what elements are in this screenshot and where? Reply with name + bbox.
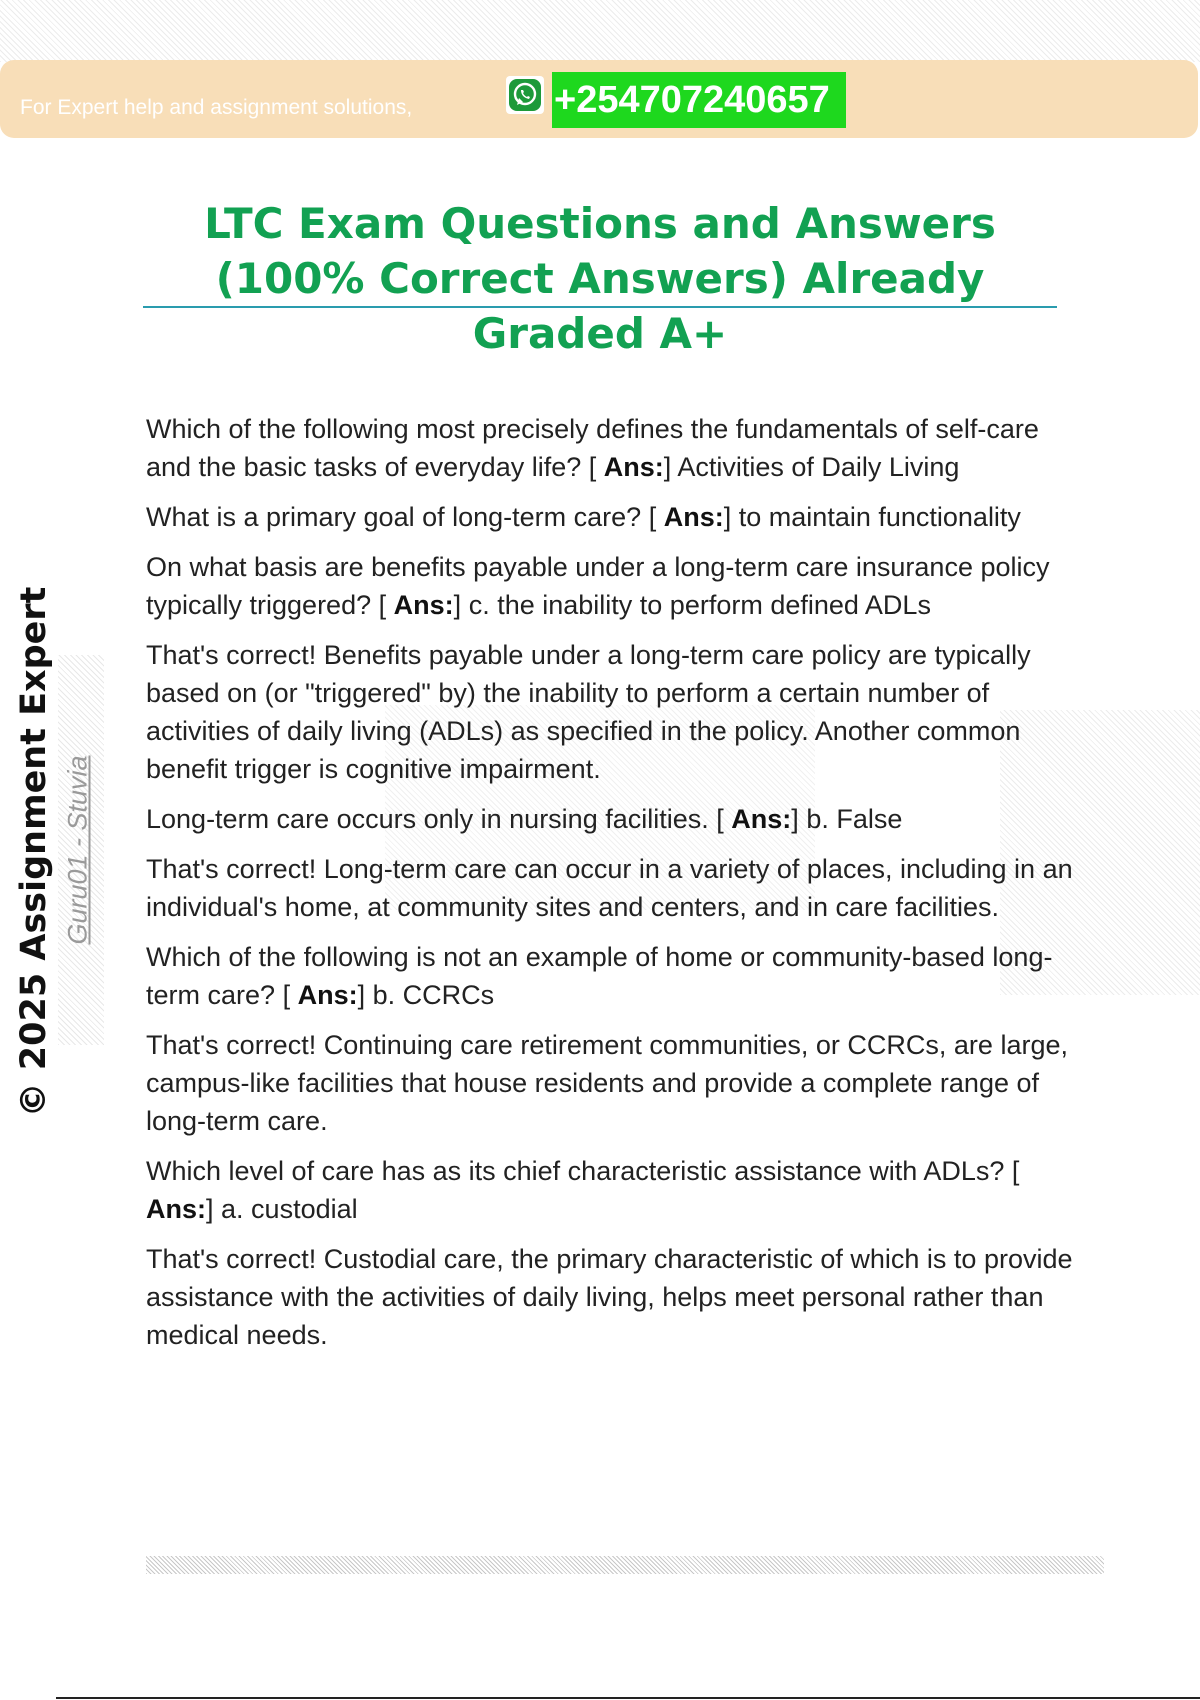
qa-item: [146, 800, 1076, 838]
question-text: Which of the following is not an example of home or community-based long-term care?: [146, 942, 1053, 1010]
answer-text: a. custodial: [221, 1194, 358, 1224]
copyright-text: © 2025 Assignment Expert: [14, 586, 54, 1118]
footer-rule: [56, 1697, 1200, 1699]
bracket-close: ]: [663, 452, 672, 482]
answer-text: to maintain functionality: [738, 502, 1021, 532]
answer-label: Ans:: [731, 804, 792, 834]
qa-content: [146, 410, 1076, 1366]
bracket-open: [: [716, 804, 724, 834]
title-underline: [143, 306, 1057, 308]
qa-item: [146, 498, 1076, 536]
explanation-text: That's correct! Benefits payable under a long-term care policy are typically based on (or "triggered" by) the inability to perform a certain number of activities of daily living (ADLs) as specified in the policy. Another common benefit trigger is cognitive impairment.: [146, 640, 1031, 784]
answer-text: b. False: [806, 804, 903, 834]
question-text: What is a primary goal of long-term care?: [146, 502, 642, 532]
bracket-open: [: [282, 980, 291, 1010]
answer-label: Ans:: [393, 590, 454, 620]
whatsapp-icon[interactable]: [506, 76, 544, 114]
page-title: LTC Exam Questions and Answers (100% Correct Answers) Already Graded A+: [204, 199, 996, 358]
bracket-close: ]: [357, 980, 366, 1010]
qa-item: [146, 1152, 1076, 1228]
top-hatch-decoration: [0, 0, 1200, 62]
phone-number[interactable]: +254707240657: [552, 72, 846, 128]
bracket-open: [: [378, 590, 387, 620]
banner-text: For Expert help and assignment solutions,: [20, 96, 413, 119]
bracket-close: ]: [791, 804, 799, 834]
answer-label: Ans:: [297, 980, 358, 1010]
question-text: On what basis are benefits payable under a long-term care insurance policy typically triggered?: [146, 552, 1050, 620]
qa-item: [146, 548, 1076, 624]
bracket-close: ]: [723, 502, 732, 532]
bracket-close: ]: [206, 1194, 214, 1224]
answer-label: Ans:: [663, 502, 724, 532]
answer-label: Ans:: [146, 1194, 206, 1224]
answer-text: c. the inability to perform defined ADLs: [468, 590, 931, 620]
explanation-text: That's correct! Custodial care, the primary characteristic of which is to provide assistance with the activities of daily living, helps meet personal rather than medical needs.: [146, 1244, 1073, 1350]
answer-label: Ans:: [603, 452, 664, 482]
qa-item: [146, 410, 1076, 486]
qa-item: [146, 938, 1076, 1014]
author-credit-text: Guru01 - Stuvia: [62, 755, 93, 945]
question-text: Which of the following most precisely defines the fundamentals of self-care and the basic tasks of everyday life?: [146, 414, 1039, 482]
question-text: Long-term care occurs only in nursing facilities.: [146, 804, 709, 834]
bracket-open: [: [588, 452, 597, 482]
answer-text: Activities of Daily Living: [677, 452, 960, 482]
explanation-text: That's correct! Continuing care retirement communities, or CCRCs, are large, campus-like facilities that house residents and provide a complete range of long-term care.: [146, 1030, 1068, 1136]
bracket-close: ]: [453, 590, 462, 620]
bracket-open: [: [648, 502, 657, 532]
question-text: Which level of care has as its chief characteristic assistance with ADLs?: [146, 1156, 1005, 1186]
bottom-hatch-decoration: [146, 1556, 1104, 1574]
explanation-text: That's correct! Long-term care can occur in a variety of places, including in an individual's home, at community sites and centers, and in care facilities.: [146, 854, 1073, 922]
bracket-open: [: [1011, 1156, 1020, 1186]
answer-text: b. CCRCs: [372, 980, 495, 1010]
